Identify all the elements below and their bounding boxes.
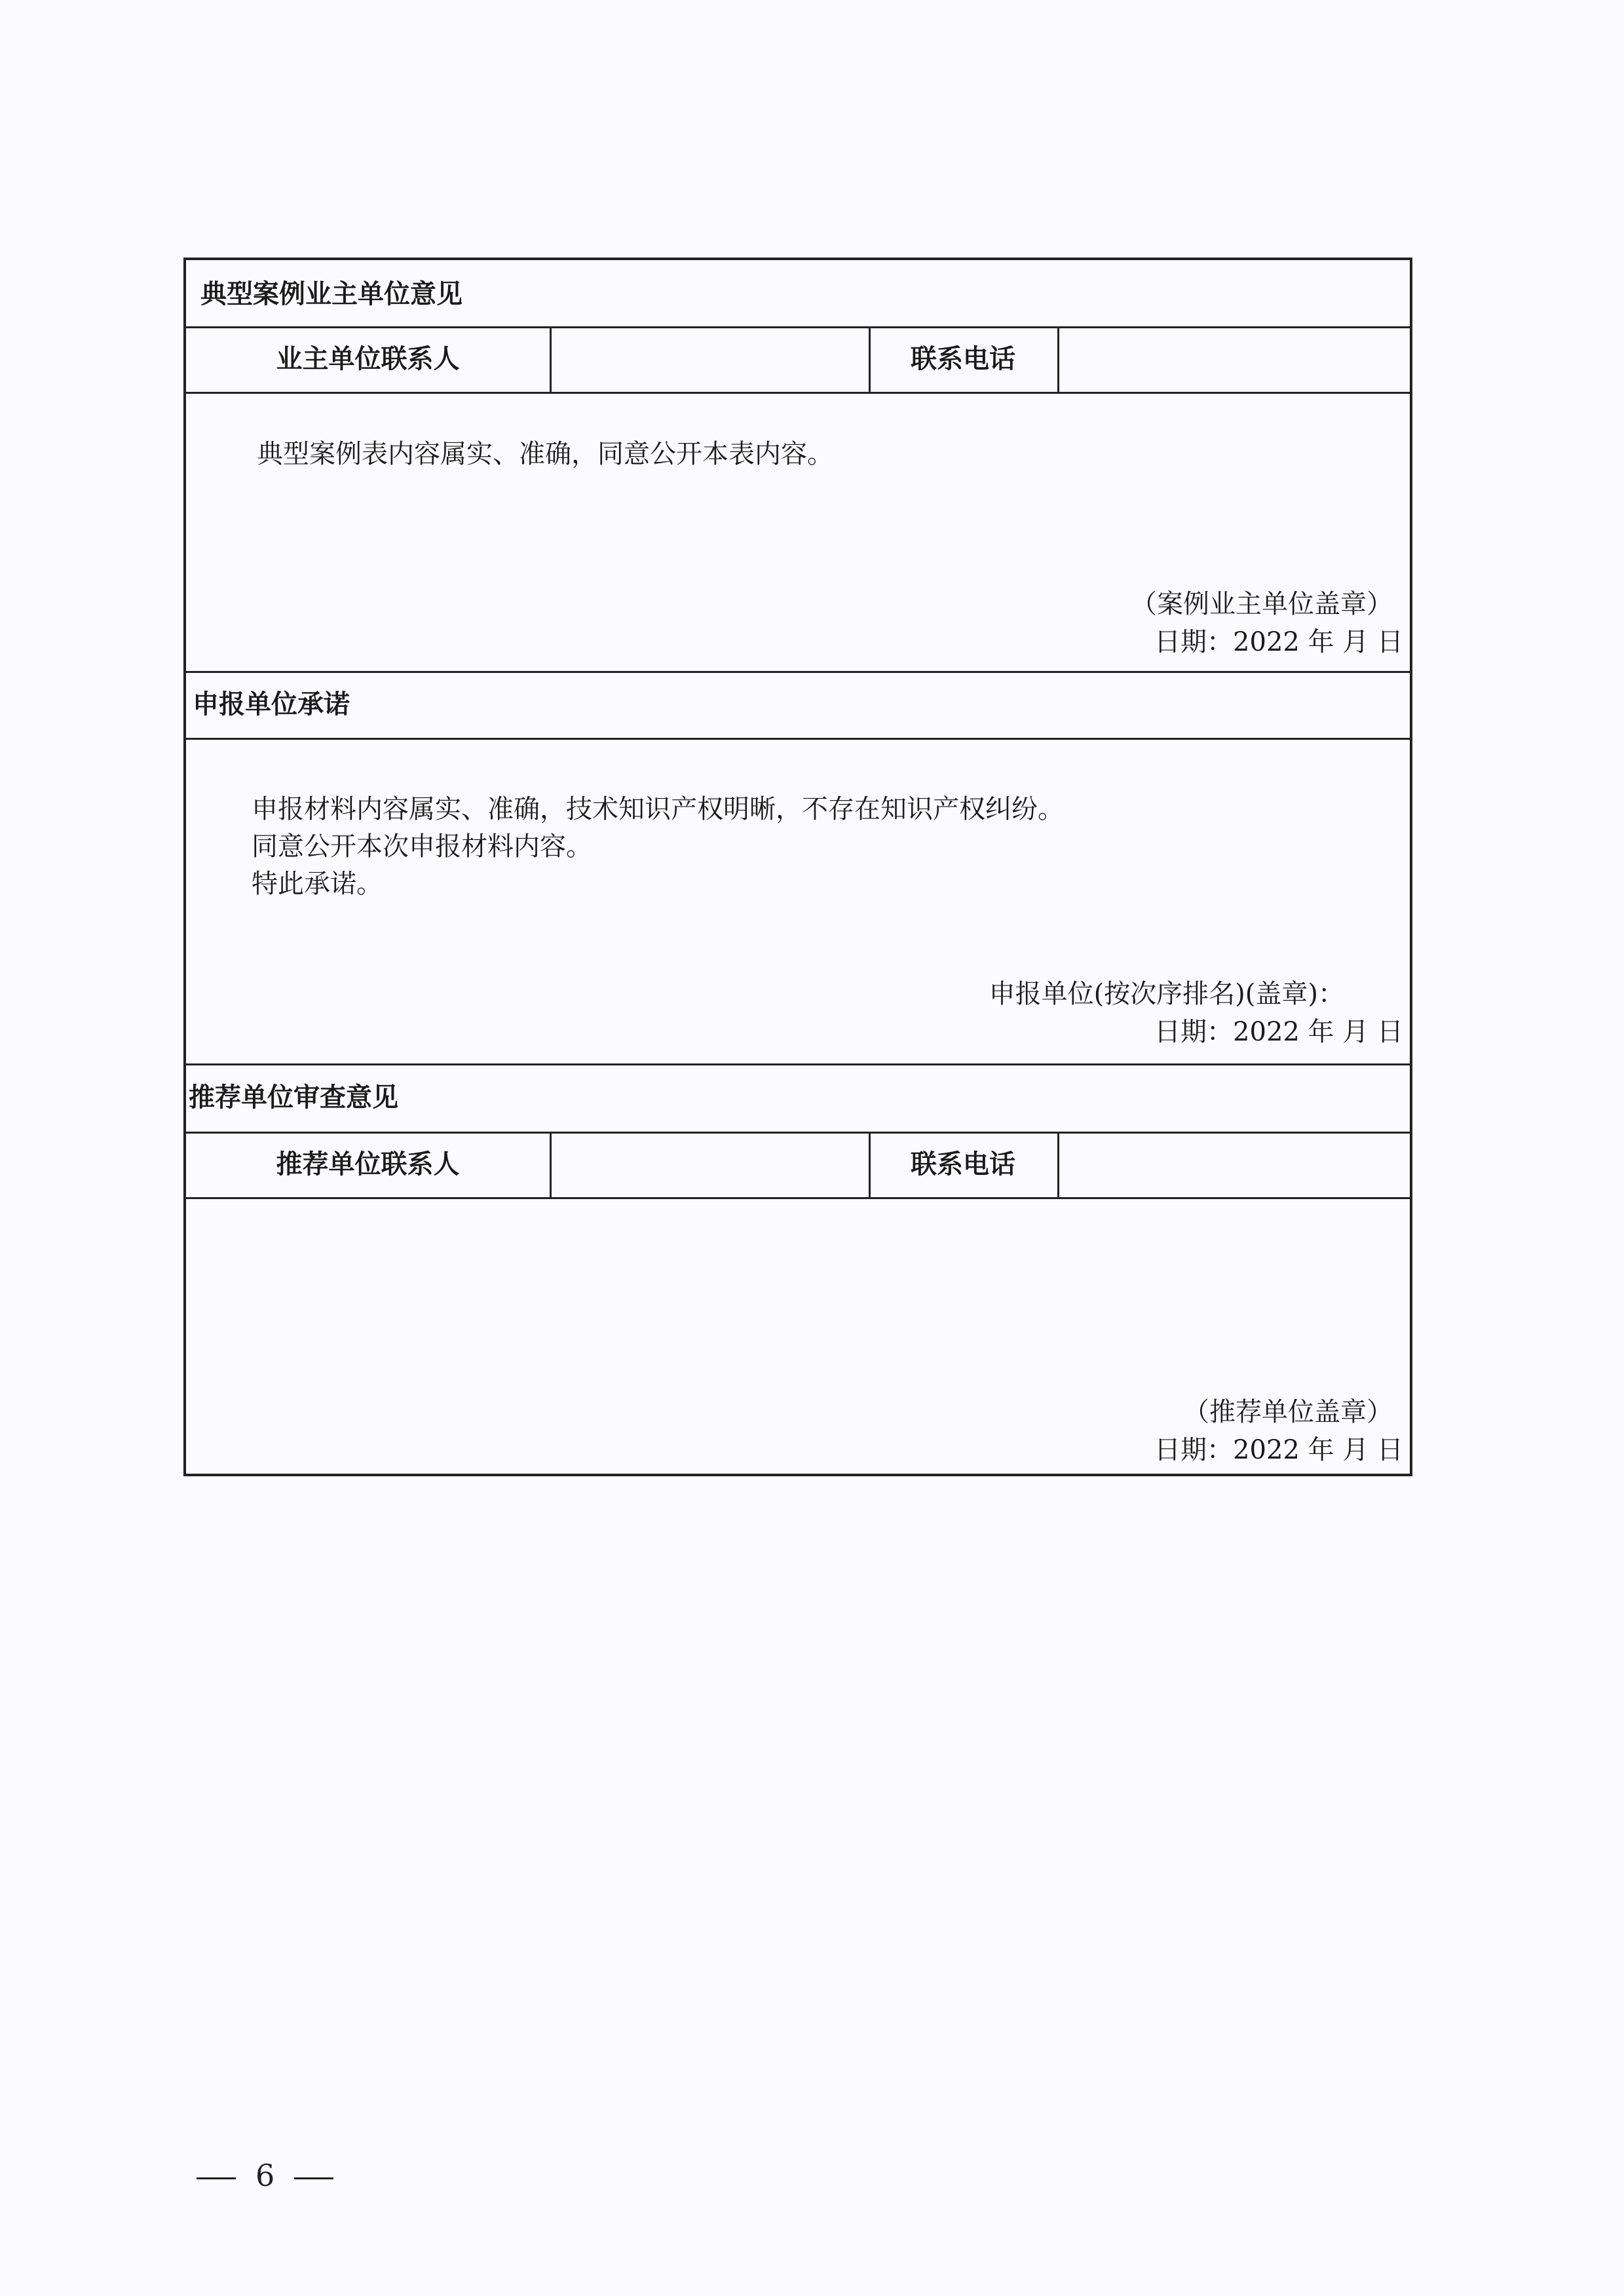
owner-contact-label: 业主单位联系人 [276, 343, 460, 374]
dash-right [294, 2177, 333, 2179]
page-number [177, 2156, 353, 2195]
divider [1057, 326, 1059, 392]
divider [186, 1063, 1410, 1065]
section3-heading: 推荐单位审查意见 [189, 1082, 398, 1113]
recommender-seal-label: （推荐单位盖章） [1183, 1397, 1393, 1427]
recommender-contact-label: 推荐单位联系人 [276, 1149, 460, 1179]
recommender-date: 日期：2022 年 月 日 [1154, 1435, 1403, 1465]
applicant-date: 日期：2022 年 月 日 [1154, 1017, 1403, 1047]
section1-heading: 典型案例业主单位意见 [200, 278, 463, 309]
owner-phone-label: 联系电话 [911, 343, 1015, 374]
owner-date: 日期：2022 年 月 日 [1154, 627, 1403, 657]
divider [1057, 1132, 1059, 1197]
dash-left [197, 2177, 236, 2179]
owner-seal-label: （案例业主单位盖章） [1131, 589, 1393, 619]
page-number-text: 6 [255, 2158, 275, 2193]
section2-heading: 申报单位承诺 [193, 689, 350, 719]
divider [186, 671, 1410, 673]
form-table [183, 258, 1412, 1476]
owner-statement: 典型案例表内容属实、准确，同意公开本表内容。 [257, 439, 833, 469]
pledge-line-2: 同意公开本次申报材料内容。 [252, 832, 592, 862]
divider [186, 1197, 1410, 1199]
divider [186, 738, 1410, 740]
recommender-phone-label: 联系电话 [911, 1149, 1015, 1179]
pledge-line-1: 申报材料内容属实、准确，技术知识产权明晰，不存在知识产权纠纷。 [252, 794, 1064, 824]
pledge-line-3: 特此承诺。 [252, 869, 383, 899]
divider [186, 392, 1410, 394]
divider [550, 1132, 552, 1197]
applicant-seal-label: 申报单位(按次序排名)(盖章)： [989, 979, 1344, 1009]
divider [550, 326, 552, 392]
